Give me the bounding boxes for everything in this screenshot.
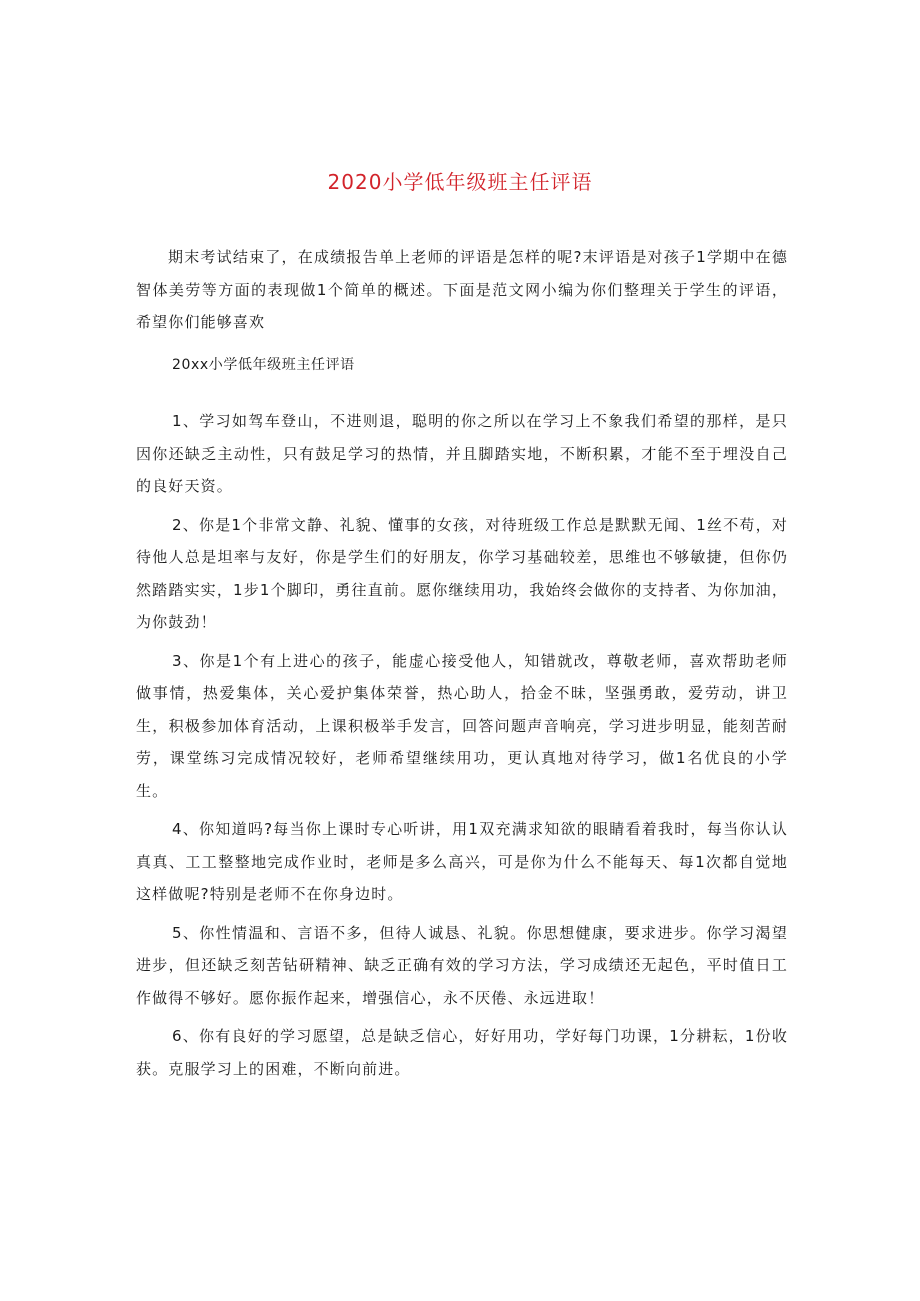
comment-item-2: 2、你是1个非常文静、礼貌、懂事的女孩，对待班级工作总是默默无闻、1丝不苟，对待他人总是坦率与友好，你是学生们的好朋友，你学习基础较差，思维也不够敏捷，但你仍然踏踏实实，1步1个脚印，勇往直前。愿你继续用功，我始终会做你的支持者、为你加油，为你鼓劲！ [136, 515, 788, 631]
page-title: 2020小学低年级班主任评语 [327, 170, 593, 194]
comment-list [136, 405, 788, 1091]
comment-item-3: 3、你是1个有上进心的孩子，能虚心接受他人，知错就改，尊敬老师，喜欢帮助老师做事情，热爱集体，关心爱护集体荣誉，热心助人，拾金不昧，坚强勇敢，爱劳动，讲卫生，积极参加体育活动，上课积极举手发言，回答问题声音响亮，学习进步明显，能刻苦耐劳，课堂练习完成情况较好，老师希望继续用功，更认真地对待学习，做1名优良的小学生。 [136, 651, 788, 800]
comment-item-1: 1、学习如驾车登山，不进则退，聪明的你之所以在学习上不象我们希望的那样，是只因你还缺乏主动性，只有鼓足学习的热情，并且脚踏实地，不断积累，才能不至于埋没自己的良好天资。 [136, 412, 788, 495]
comment-item-4: 4、你知道吗?每当你上课时专心听讲，用1双充满求知欲的眼睛看着我时，每当你认认真真、工工整整地完成作业时，老师是多么高兴，可是你为什么不能每天、每1次都自觉地这样做呢?特别是老师不在你身边时。 [136, 820, 788, 903]
comment-item-6: 6、你有良好的学习愿望，总是缺乏信心，好好用功，学好每门功课，1分耕耘，1份收获。克服学习上的困难，不断向前进。 [136, 1027, 788, 1078]
comment-item-5: 5、你性情温和、言语不多，但待人诚恳、礼貌。你思想健康，要求进步。你学习渴望进步，但还缺乏刻苦钻研精神、缺乏正确有效的学习方法，学习成绩还无起色，平时值日工作做得不够好。愿你振作起来，增强信心，永不厌倦、永远进取！ [136, 923, 788, 1007]
section-heading: 20xx小学低年级班主任评语 [172, 357, 355, 373]
intro-paragraph: 期末考试结束了，在成绩报告单上老师的评语是怎样的呢?末评语是对孩子1学期中在德智体美劳等方面的表现做1个简单的概述。下面是范文网小编为你们整理关于学生的评语，希望你们能够喜欢 [136, 248, 788, 331]
